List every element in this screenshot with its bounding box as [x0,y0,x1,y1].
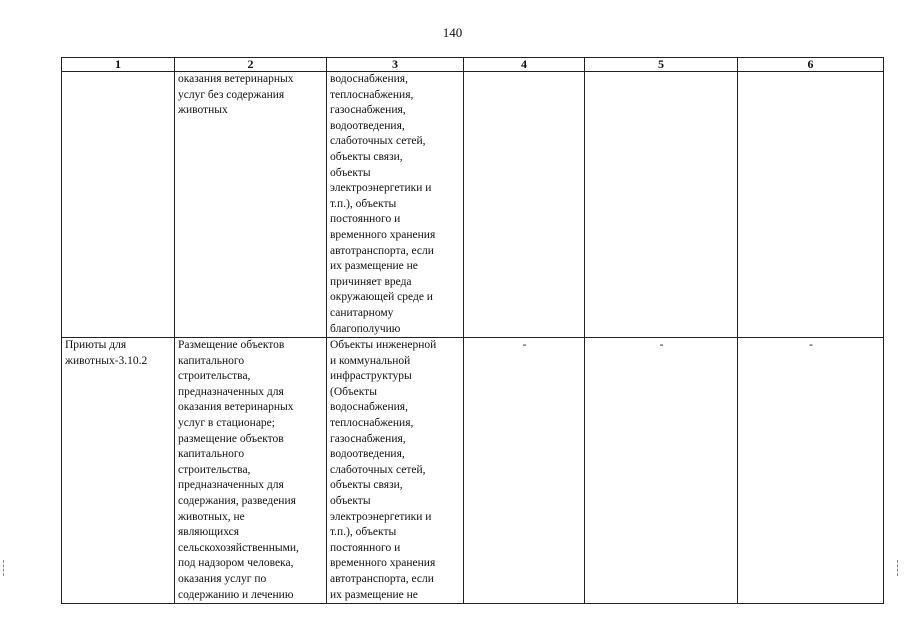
cell-text: - [659,339,664,352]
column-header-2: 2 [175,58,327,72]
table-row [62,338,884,604]
cell-auxiliary-objects [327,338,464,604]
cell-description [175,338,327,604]
column-header-1: 1 [62,58,175,72]
cell-column-6 [738,72,884,338]
cell-text: Приюты для животных-3.10.2 [65,339,148,367]
cell-text: оказания ветеринарных услуг без содержания животных [178,73,294,117]
cell-text: Размещение объектов капитального строительства, предназначенных для оказания ветеринарных услуг в стационаре; размещение объектов капитального строительства, предназначенных для содержания, разведения животных, не являющихся сельскохозяйственными, под надзором человека, оказания услуг по содержанию и лечению [178,339,299,601]
cell-auxiliary-objects [327,72,464,338]
cell-column-5 [585,72,738,338]
column-header-6: 6 [738,58,884,72]
page-number: 140 [442,25,463,40]
cell-column-4 [464,338,585,604]
cell-text: водоснабжения, теплоснабжения, газоснабжения, водоотведения, слаботочных сетей, объекты связи, объекты электроэнергетики и т.п.), объекты постоянного и временного хранения автотранспорта, если их размещение не причиняет вреда окружающей среде и санитарному благополучию [330,73,436,335]
scan-edge-mark [3,560,5,576]
cell-column-4 [464,72,585,338]
cell-description [175,72,327,338]
cell-column-6 [738,338,884,604]
land-use-table [61,57,884,604]
column-header-4: 4 [464,58,585,72]
cell-column-5 [585,338,738,604]
cell-text: - [522,339,527,352]
table-header-row [62,58,884,72]
cell-text: Объекты инженерной и коммунальной инфраструктуры (Объекты водоснабжения, теплоснабжения, газоснабжения, водоотведения, слаботочных сетей, объекты связи, объекты электроэнергетики и т.п.), объекты постоянного и временного хранения автотранспорта, если их размещение не [330,339,437,601]
table-row [62,72,884,338]
cell-use-type [62,338,175,604]
cell-text: - [809,339,813,352]
column-header-5: 5 [585,58,738,72]
cell-use-type [62,72,175,338]
scan-edge-mark [897,560,899,576]
column-header-3: 3 [327,58,464,72]
